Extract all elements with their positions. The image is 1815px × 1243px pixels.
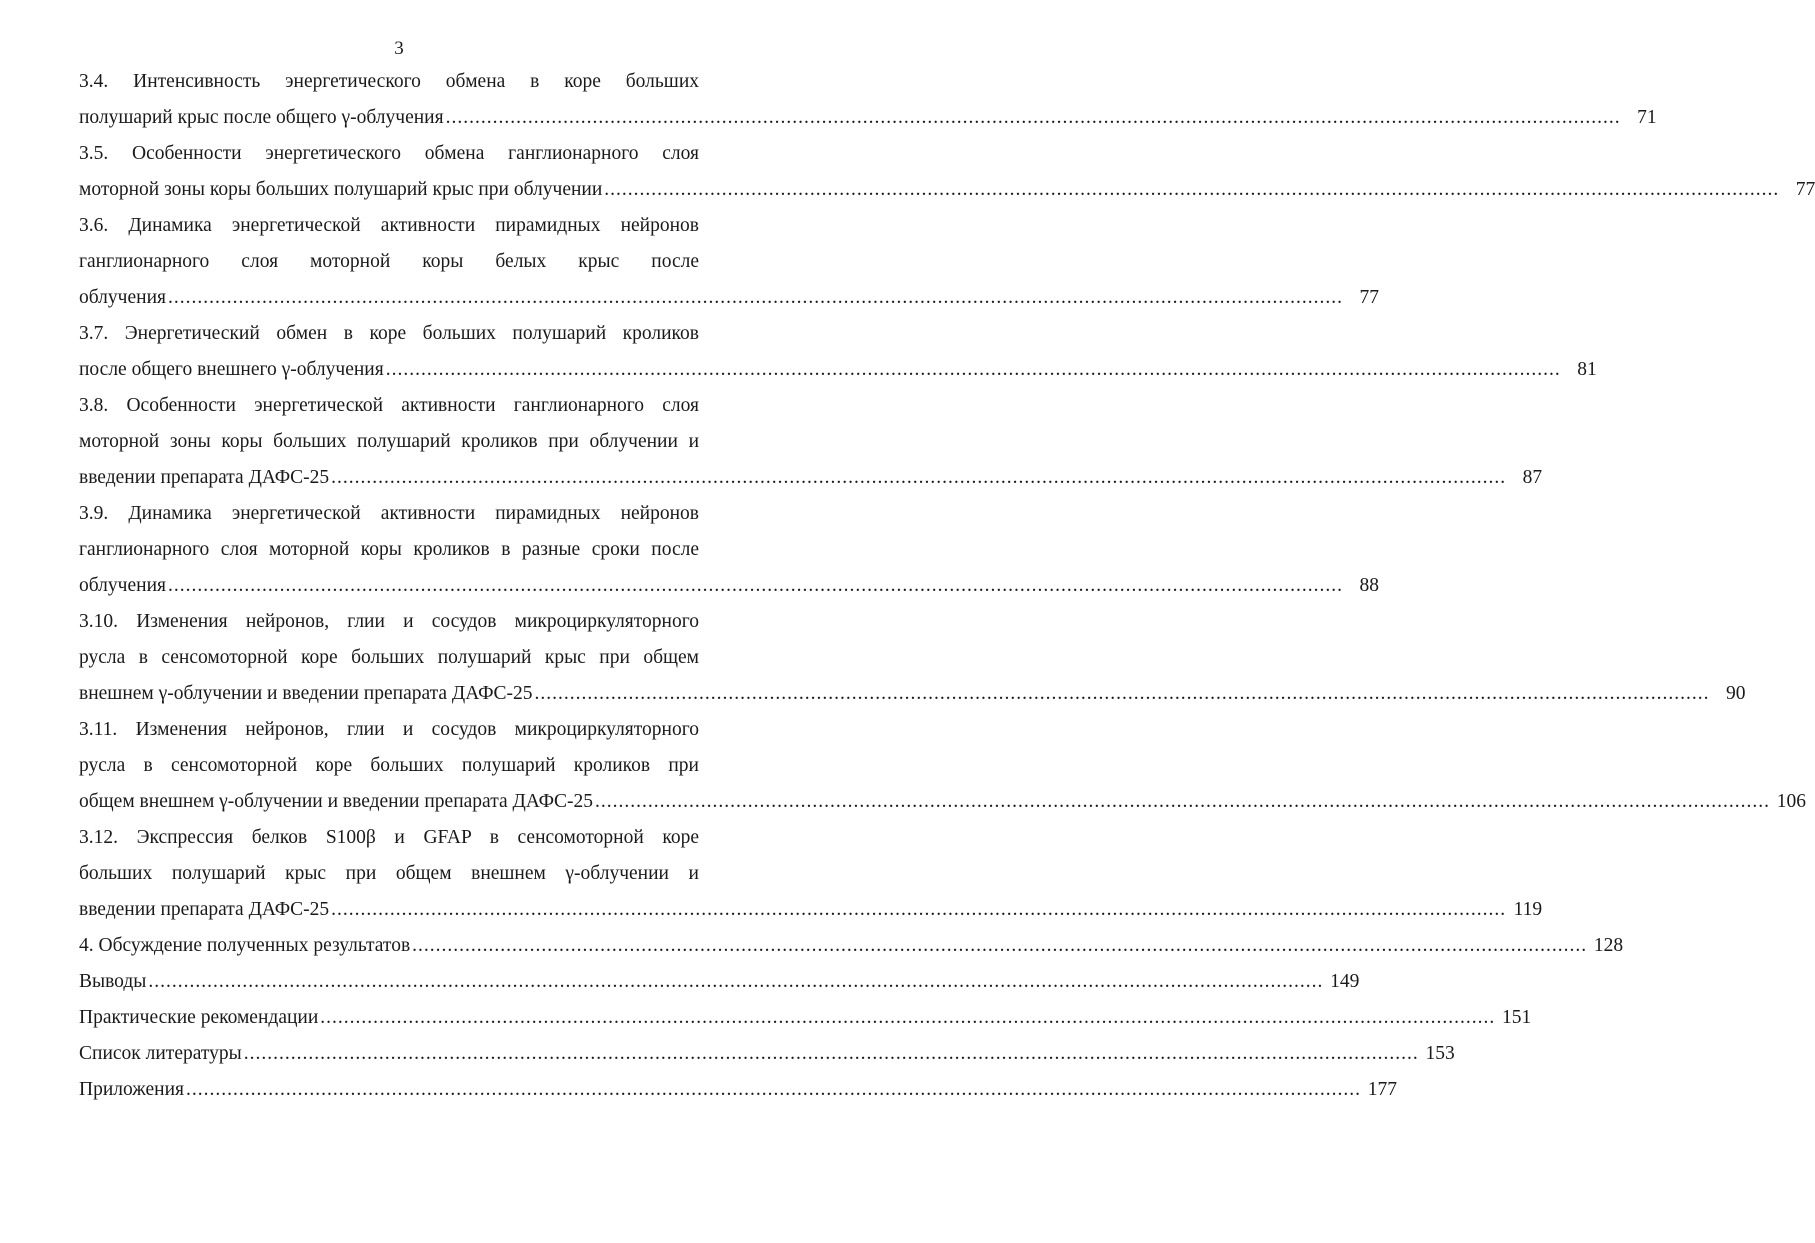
toc-entry-line: 3.11. Изменения нейронов, глии и сосудов микроциркуляторного (79, 719, 699, 740)
toc-entry-title: общем внешнем γ-облучении и введении препарата ДАФС-25 (79, 791, 594, 812)
toc-entry (79, 712, 1807, 820)
toc-entry (79, 820, 1543, 928)
toc-entry-title: облучения (79, 287, 166, 308)
toc-page-number: 90 (1726, 683, 1746, 704)
toc-entry-title: после общего внешнего γ-облучения (79, 359, 384, 380)
toc-entry-title: 4. Обсуждение полученных результатов (79, 935, 411, 956)
dot-leader: ........................................................................................................................................................................................................ (595, 791, 1771, 812)
dot-leader: ........................................................................................................................................................................................................ (331, 899, 1507, 920)
toc-entry-line: 3.9. Динамика энергетической активности пирамидных нейронов (79, 503, 699, 524)
toc-page-number: 77 (1359, 287, 1379, 308)
toc-page-number: 88 (1359, 575, 1379, 596)
dot-leader: ........................................................................................................................................................................................................ (167, 575, 1343, 596)
dot-leader: ........................................................................................................................................................................................................ (412, 935, 1588, 956)
dot-leader: ........................................................................................................................................................................................................ (604, 179, 1780, 200)
toc-page-number: 119 (1513, 899, 1543, 920)
dot-leader: ........................................................................................................................................................................................................ (385, 359, 1561, 380)
toc-entry-title: Выводы (79, 971, 147, 992)
dot-leader: ........................................................................................................................................................................................................ (331, 467, 1507, 488)
toc-entry (79, 64, 1657, 136)
toc-entry (79, 316, 1597, 388)
toc-entry-line: 3.12. Экспрессия белков S100β и GFAP в сенсомоторной коре (79, 827, 699, 848)
toc-entry-title: введении препарата ДАФС-25 (79, 899, 330, 920)
toc-entry (79, 1000, 1532, 1036)
toc-entry-title: Список литературы (79, 1043, 242, 1064)
toc-page-number: 153 (1425, 1043, 1455, 1064)
toc-entry-line: ганглионарного слоя моторной коры белых крыс после (79, 251, 699, 272)
toc-entry-line: моторной зоны коры больших полушарий кроликов при облучении и (79, 431, 699, 452)
toc-entry (79, 964, 1360, 1000)
toc-entry-title: внешнем γ-облучении и введении препарата ДАФС-25 (79, 683, 533, 704)
dot-leader: ........................................................................................................................................................................................................ (148, 971, 1324, 992)
toc-entry (79, 496, 1379, 604)
toc-entry-line: русла в сенсомоторной коре больших полушарий кроликов при (79, 755, 699, 776)
toc-entry-title: облучения (79, 575, 166, 596)
toc-entry (79, 1036, 1455, 1072)
toc-page-number: 87 (1522, 467, 1543, 488)
toc-page-number: 71 (1637, 107, 1657, 128)
toc-page-number: 177 (1367, 1079, 1397, 1100)
dot-leader: ........................................................................................................................................................................................................ (320, 1007, 1496, 1028)
toc-page-number: 77 (1795, 179, 1815, 200)
toc-entry (79, 604, 1746, 712)
toc-entry-line: 3.4. Интенсивность энергетического обмена в коре больших (79, 71, 699, 92)
dot-leader: ........................................................................................................................................................................................................ (243, 1043, 1419, 1064)
dot-leader: ........................................................................................................................................................................................................ (167, 287, 1343, 308)
toc-entry-title: моторной зоны коры больших полушарий крыс при облучении (79, 179, 603, 200)
toc-entry-line: 3.8. Особенности энергетической активности ганглионарного слоя (79, 395, 699, 416)
toc-entry-title: полушарий крыс после общего γ-облучения (79, 107, 444, 128)
toc-entry-title: введении препарата ДАФС-25 (79, 467, 330, 488)
toc-entry-line: ганглионарного слоя моторной коры кроликов в разные сроки после (79, 539, 699, 560)
toc-entry-line: 3.7. Энергетический обмен в коре больших полушарий кроликов (79, 323, 699, 344)
page-number: 3 (394, 38, 404, 59)
toc-entry-line: 3.6. Динамика энергетической активности пирамидных нейронов (79, 215, 699, 236)
toc-page-number: 128 (1593, 935, 1624, 956)
toc-entry (79, 136, 1815, 208)
toc-page-number: 151 (1502, 1007, 1532, 1028)
toc-page-number: 106 (1776, 791, 1807, 812)
toc-entry (79, 388, 1543, 496)
toc-entry (79, 928, 1624, 964)
table-of-contents (79, 64, 1815, 1108)
toc-page-number: 149 (1330, 971, 1360, 992)
toc-entry-title: Практические рекомендации (79, 1007, 319, 1028)
toc-entry (79, 208, 1379, 316)
dot-leader: ........................................................................................................................................................................................................ (185, 1079, 1361, 1100)
toc-entry-line: 3.5. Особенности энергетического обмена ганглионарного слоя (79, 143, 699, 164)
dot-leader: ........................................................................................................................................................................................................ (534, 683, 1710, 704)
toc-page-number: 81 (1577, 359, 1597, 380)
toc-entry-line: русла в сенсомоторной коре больших полушарий крыс при общем (79, 647, 699, 668)
toc-entry-title: Приложения (79, 1079, 184, 1100)
dot-leader: ........................................................................................................................................................................................................ (445, 107, 1621, 128)
toc-entry-line: 3.10. Изменения нейронов, глии и сосудов микроциркуляторного (79, 611, 699, 632)
toc-entry (79, 1072, 1397, 1108)
toc-entry-line: больших полушарий крыс при общем внешнем γ-облучении и (79, 863, 699, 884)
